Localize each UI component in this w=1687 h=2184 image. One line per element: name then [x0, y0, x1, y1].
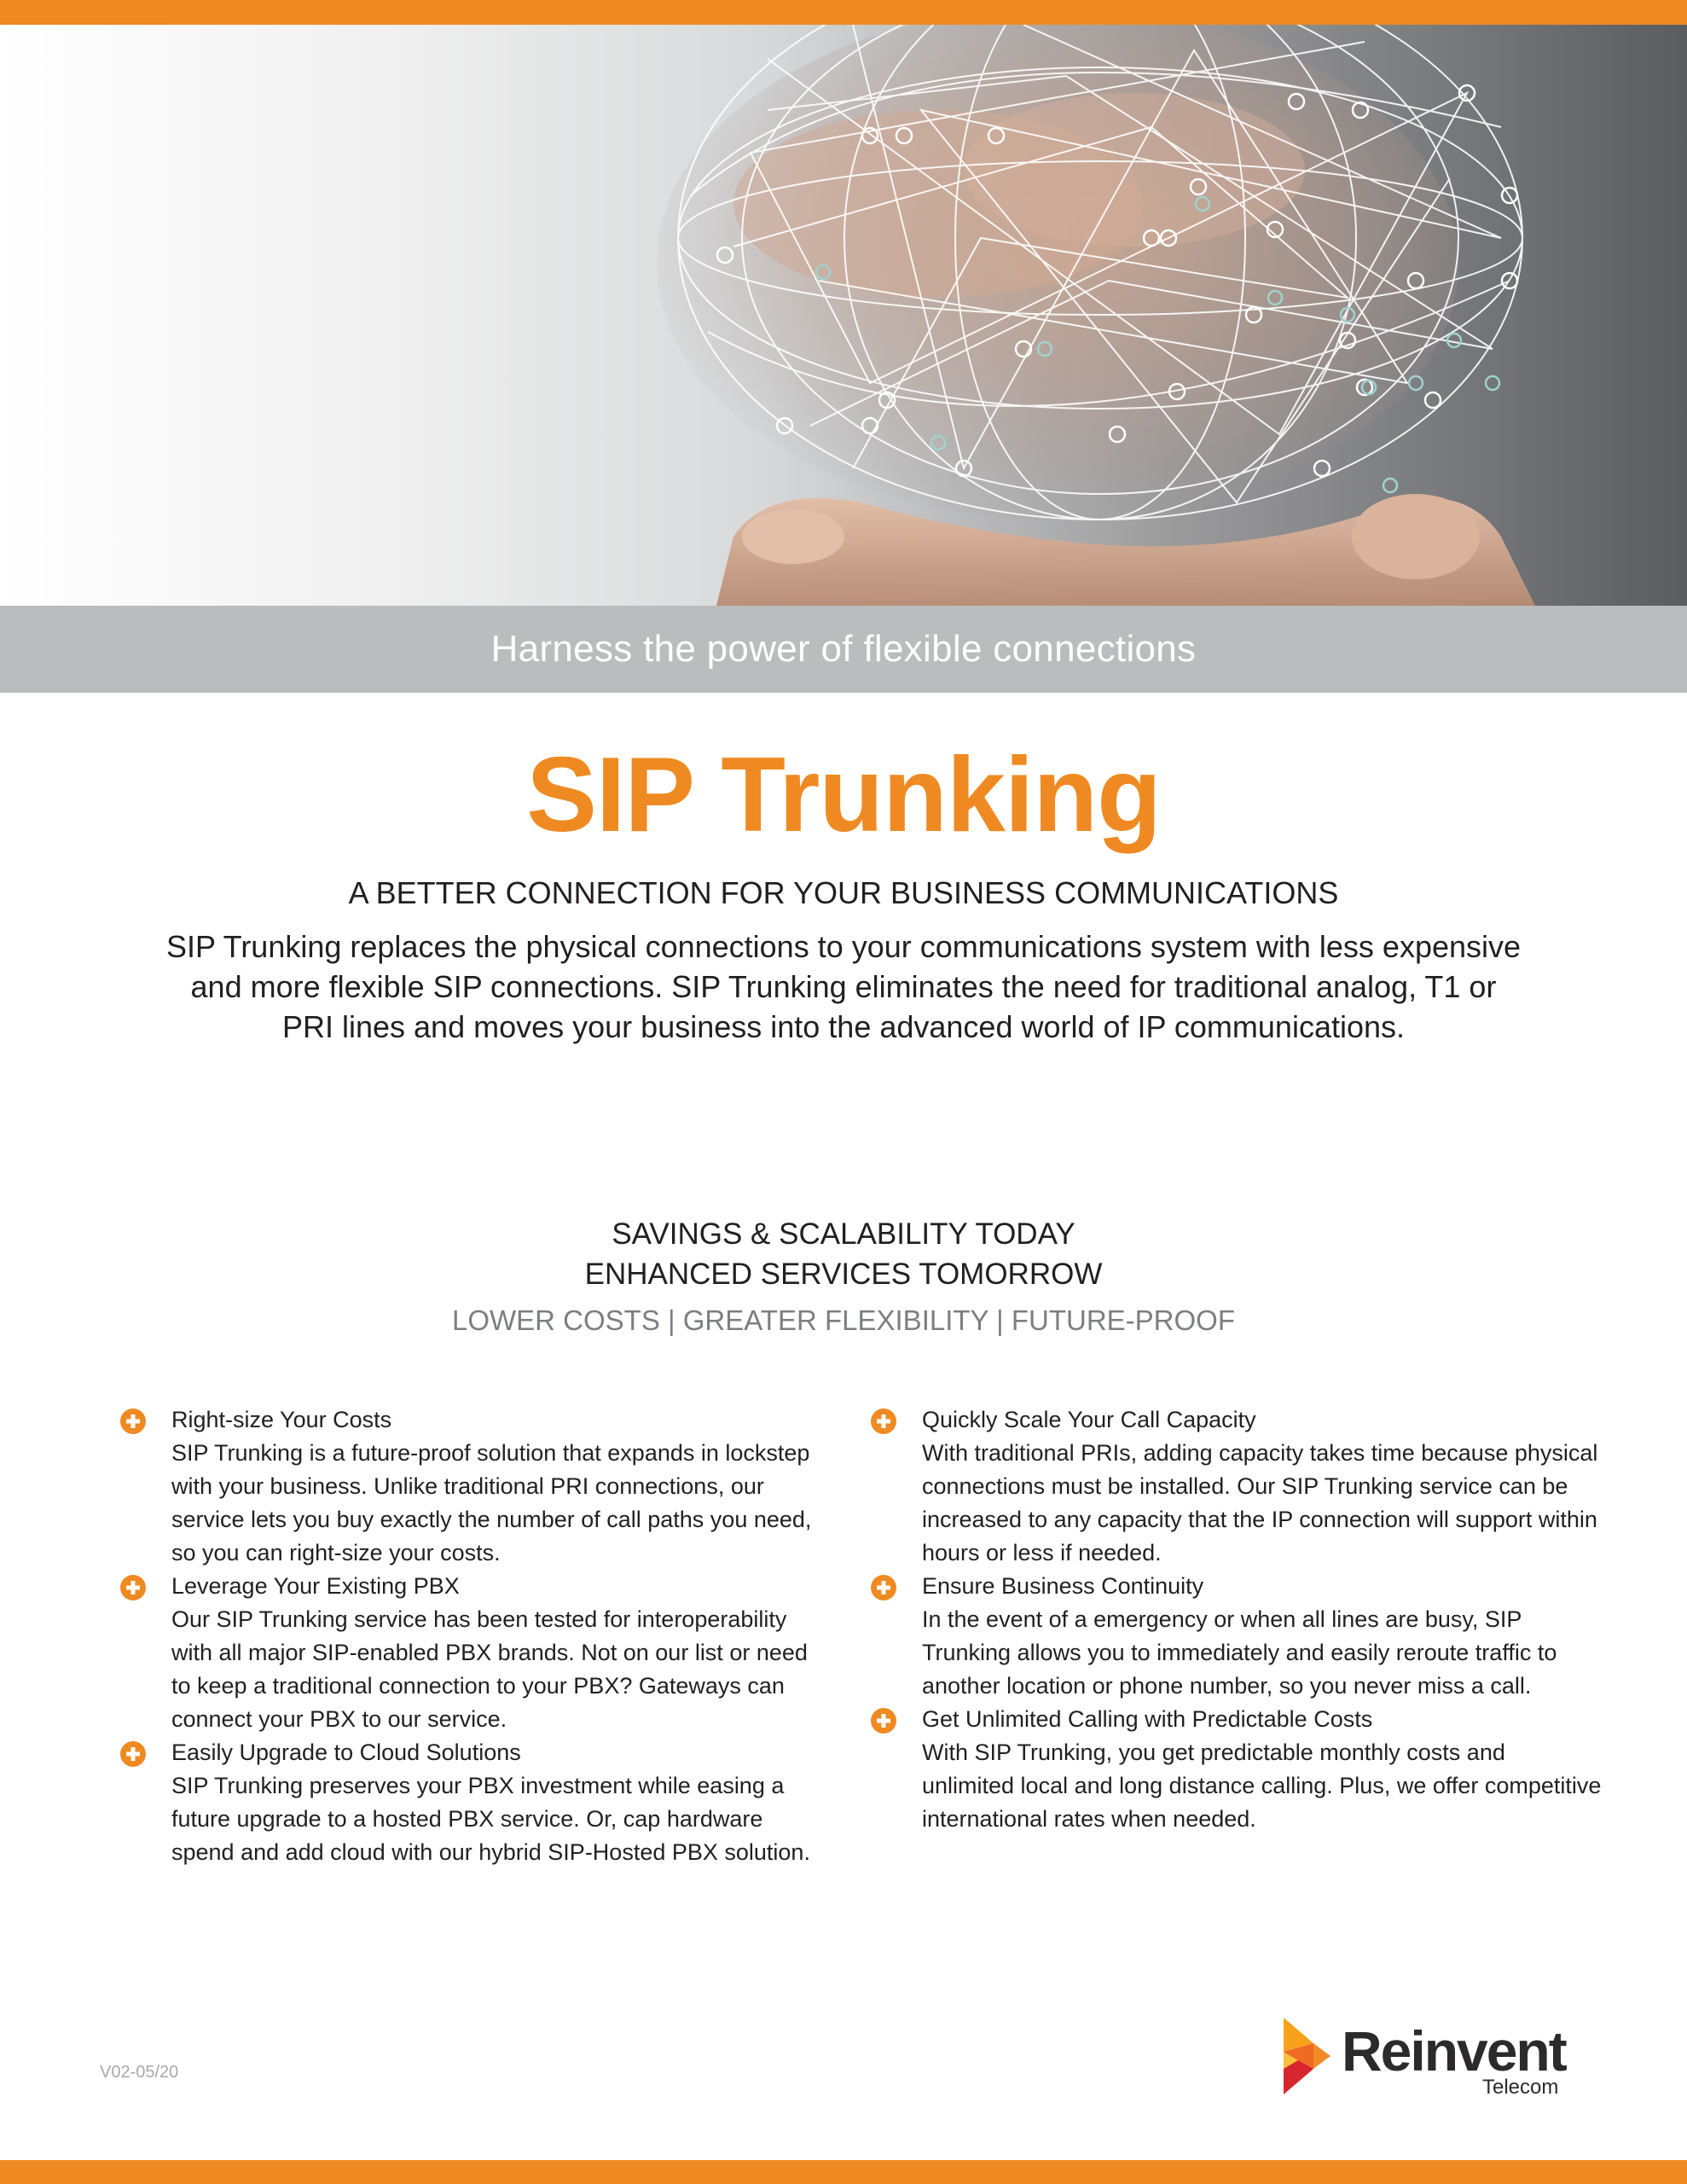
feature-item [119, 1403, 819, 1570]
feature-item [119, 1570, 819, 1736]
feature-body: With traditional PRIs, adding capacity takes time because physical connections must be installed. Our SIP Trunking service can be increased to any capacity that the IP connection will support within hours or less if needed. [922, 1440, 1598, 1565]
feature-title: Right-size Your Costs [171, 1407, 392, 1432]
benefits-tagline: LOWER COSTS | GREATER FLEXIBILITY | FUTURE-PROOF [451, 1304, 1236, 1336]
triangle-logo-icon [1279, 2013, 1339, 2099]
bottom-accent-bar [0, 2160, 1687, 2184]
hero-tagline: Harness the power of flexible connections [490, 628, 1197, 670]
feature-body: SIP Trunking is a future-proof solution that expands in lockstep with your business. Unlike traditional PRI connections, our service lets you buy exactly the number of call paths you need, so you can right-size your costs. [171, 1440, 812, 1565]
feature-title: Easily Upgrade to Cloud Solutions [171, 1740, 521, 1765]
globe-hand-illustration [0, 25, 1687, 606]
version-code: V02-05/20 [100, 2063, 179, 2082]
logo-subtitle: Telecom [1482, 2076, 1559, 2099]
feature-body: Our SIP Trunking service has been tested for interoperability with all major SIP-enabled PBX brands. Not on our list or need to keep a traditional connection to your PBX? Gateways can connect your PBX to our service. [171, 1606, 808, 1732]
plus-circle-icon [870, 1408, 897, 1435]
feature-title: Get Unlimited Calling with Predictable Costs [922, 1706, 1373, 1732]
feature-body: In the event of a emergency or when all lines are busy, SIP Trunking allows you to immediately and easily reroute traffic to another location or phone number, so you never miss a call. [922, 1606, 1557, 1699]
top-accent-bar [0, 0, 1687, 25]
hero-image [0, 25, 1687, 606]
feature-body: With SIP Trunking, you get predictable monthly costs and unlimited local and long distance calling. Plus, we offer competitive international rates when needed. [922, 1740, 1602, 1832]
feature-title: Leverage Your Existing PBX [171, 1573, 460, 1599]
savings-line-1: SAVINGS & SCALABILITY TODAY [612, 1217, 1075, 1251]
intro-paragraph: SIP Trunking replaces the physical connections to your communications system with less expensive and more flexible SIP connections. SIP Trunking eliminates the need for traditional analog, T1 or PRI lines and moves your business into the advanced world of IP communications. [165, 929, 1522, 1044]
plus-circle-icon [119, 1408, 147, 1435]
plus-circle-icon [870, 1707, 897, 1734]
feature-title: Ensure Business Continuity [922, 1573, 1204, 1599]
features-right-column [870, 1403, 1603, 1836]
feature-title: Quickly Scale Your Call Capacity [922, 1407, 1256, 1432]
feature-item [870, 1570, 1603, 1703]
plus-circle-icon [870, 1574, 897, 1601]
feature-body: SIP Trunking preserves your PBX investment while easing a future upgrade to a hosted PBX service. Or, cap hardware spend and add cloud with our hybrid SIP-Hosted PBX solution. [171, 1773, 810, 1865]
logo-wordmark: Reinvent [1342, 2019, 1566, 2082]
plus-circle-icon [119, 1574, 147, 1601]
page-subtitle: A BETTER CONNECTION FOR YOUR BUSINESS COMMUNICATIONS [348, 875, 1339, 910]
tagline-band [0, 606, 1687, 693]
savings-heading [0, 1214, 1687, 1294]
feature-item [870, 1703, 1603, 1836]
plus-circle-icon [119, 1740, 147, 1768]
feature-item [870, 1403, 1603, 1570]
company-logo [1279, 2013, 1569, 2107]
feature-item [119, 1736, 819, 1869]
page-title: SIP Trunking [526, 736, 1161, 854]
savings-line-2: ENHANCED SERVICES TOMORROW [584, 1258, 1103, 1291]
features-left-column [119, 1403, 819, 1869]
